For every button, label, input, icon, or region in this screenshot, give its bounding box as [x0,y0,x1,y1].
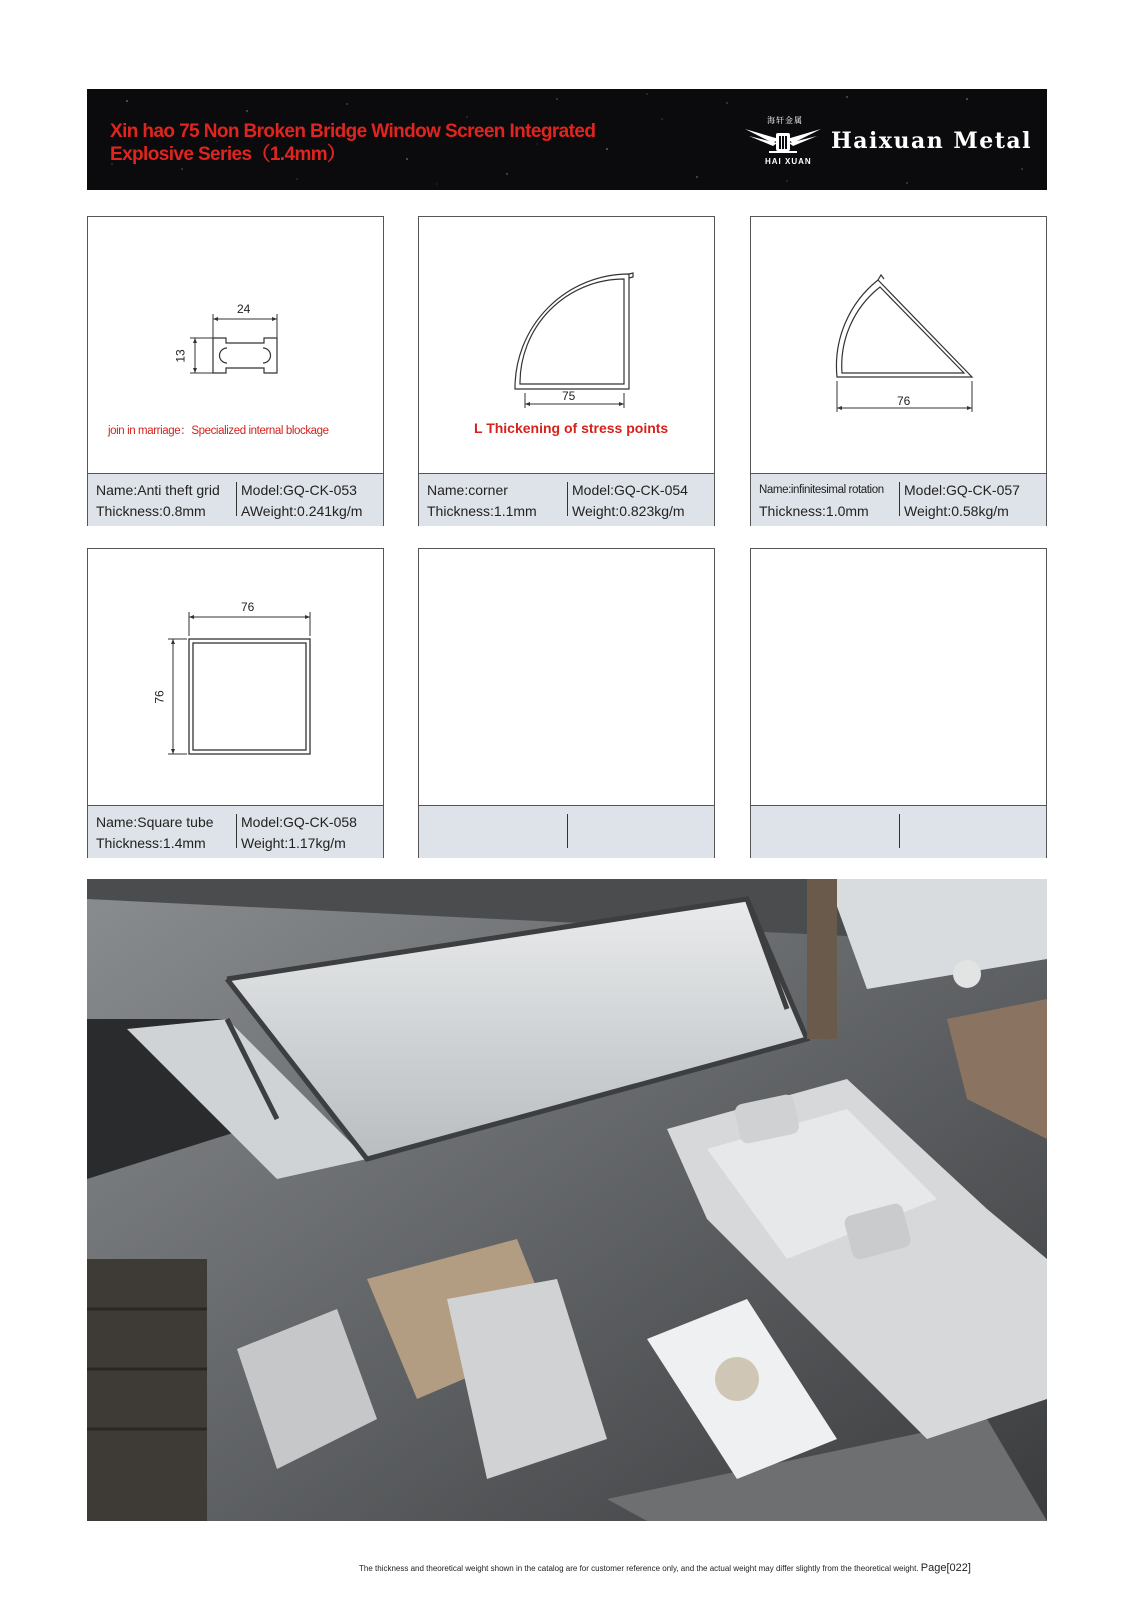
product-thickness: Thickness:1.1mm [427,503,537,519]
product-weight: Weight:0.58kg/m [904,503,1009,519]
product-card-infinitesimal-rotation [750,216,1047,526]
spec-divider [899,814,900,848]
living-room-photo [87,879,1047,1521]
product-thickness: Thickness:0.8mm [96,503,206,519]
spec-divider [567,814,568,848]
feature-note: join in marriage：Specialized internal blockage [108,425,329,437]
page-number: [022] [946,1562,971,1574]
profile-drawing [751,217,1046,473]
spec-divider [567,482,568,516]
product-card-empty-2 [750,548,1047,858]
product-model: Model:GQ-CK-057 [904,482,1020,498]
spec-left [96,480,220,522]
product-thickness: Thickness:1.4mm [96,835,206,851]
product-name: Name:Square tube [96,814,214,830]
spec-divider [899,482,900,516]
title-line-2: Explosive Series（1.4mm） [110,144,346,165]
spec-panel [751,805,1046,858]
spec-panel [419,473,714,526]
spec-right [904,480,1020,522]
spec-left [759,480,884,522]
dimension-width: 76 [897,394,911,408]
product-card-anti-theft-grid [87,216,384,526]
dimension-width: 76 [241,600,255,614]
spec-divider [236,482,237,516]
spec-panel [419,805,714,858]
logo-small-text: HAI XUAN [765,157,812,166]
product-model: Model:GQ-CK-058 [241,814,357,830]
footer [359,1562,971,1574]
spec-right [241,812,357,854]
dimension-height: 76 [152,690,167,704]
dimension-width: 75 [562,389,576,403]
product-model: Model:GQ-CK-053 [241,482,357,498]
plate [715,1357,759,1401]
product-card-square-tube [87,548,384,858]
product-name: Name:corner [427,482,508,498]
bookshelf [87,1259,207,1521]
feature-note: L Thickening of stress points [474,420,669,436]
page-label: Page [920,1562,947,1574]
product-card-corner [418,216,715,526]
product-name: Name:infinitesimal rotation [759,484,884,496]
product-weight: Weight:0.823kg/m [572,503,685,519]
product-thickness: Thickness:1.0mm [759,503,869,519]
product-weight: AWeight:0.241kg/m [241,503,363,519]
catalog-header [87,89,1047,190]
spec-panel [88,473,383,526]
product-name: Name:Anti theft grid [96,482,220,498]
title-line-1: Xin hao 75 Non Broken Bridge Window Screen Integrated [110,121,596,142]
product-weight: Weight:1.17kg/m [241,835,346,851]
page-title [110,120,595,166]
spec-left [427,480,537,522]
vase [953,960,981,988]
spec-panel [751,473,1046,526]
product-card-empty-1 [418,548,715,858]
spec-right [572,480,688,522]
disclaimer-text: The thickness and theoretical weight shown in the catalog are for customer reference only, and the actual weight may differ slightly from the theoretical weight. [359,1564,919,1573]
brand-logo [743,109,1033,175]
spec-divider [236,814,237,848]
product-model: Model:GQ-CK-054 [572,482,688,498]
spec-panel [88,805,383,858]
dimension-height: 13 [173,349,188,363]
dimension-width: 24 [237,302,251,316]
profile-drawing [88,549,383,805]
wood-column [807,879,837,1039]
brand-name: Haixuan Metal [831,128,1033,154]
spec-right [241,480,362,522]
logo-chinese-text: 海轩金属 [767,116,803,125]
spec-left [96,812,214,854]
